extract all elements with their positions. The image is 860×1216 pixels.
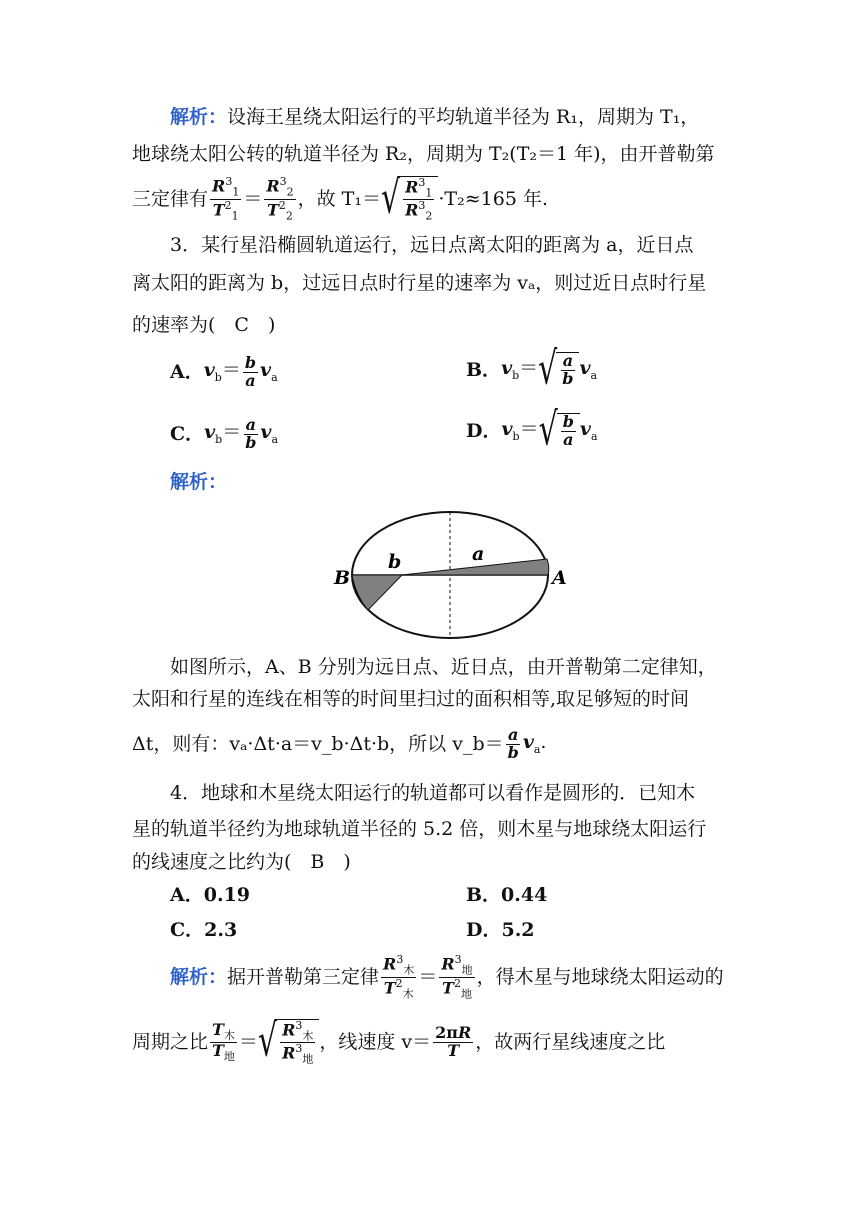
q3-line1: 3．某行星沿椭圆轨道运行，远日点离太阳的距离为 a，近日点 [170,234,694,256]
q4-option-c: C．2.3 [170,919,238,941]
kepler-ratio-right: $\frac{R^3_2}{T^2_2}$ [266,175,294,223]
q4-analysis-line1: 解析： 据开普勒第三定律 $\frac{R^3_木}{T^2_木}$ ＝ $\frac{R^3_地}{T^2_地}$ ，得木星与地球绕太阳运动的 [170,953,724,1001]
q4-line1: 4．地球和木星绕太阳运行的轨道都可以看作是圆形的．已知木 [170,782,696,804]
q3-analysis-line1: 如图所示，A、B 分别为远日点、近日点，由开普勒第二定律知， [170,656,717,678]
q4-analysis-line1-prefix: 据开普勒第三定律 [227,965,380,988]
p2-analysis-line1 [170,108,699,127]
q3-analysis-line2: 太阳和行星的连线在相等的时间里扫过的面积相等,取足够短的时间 [132,688,690,710]
option-b-label: B． [466,358,502,381]
q3-line2: 离太阳的距离为 b，过远日点时行星的速率为 vₐ，则过近日点时行星 [132,272,707,294]
q3-option-c: C． $v_b=$ $\frac{a}{b}$ $v_a$ [170,414,279,452]
p2-line3-suffix: ·T₂≈165 年. [438,187,548,210]
label-B: B [334,567,351,589]
q3-option-a: A． $v_b=$ $\frac{b}{a}$ $v_a$ [170,352,278,390]
p2-analysis-line2: 地球绕太阳公转的轨道半径为 R₂，周期为 T₂(T₂＝1 年)，由开普勒第 [132,143,715,165]
sqrt-expression: √ $\frac{R^3_1}{R^3_2}$ [381,176,438,222]
orbit-diagram [330,508,570,642]
q4-analysis-label: 解析： [170,965,228,988]
label-b: b [388,551,402,573]
q4-option-a: A．0.19 [170,884,251,906]
q3-analysis-label: 解析： [170,471,228,493]
q3-analysis-line3-text: Δt，则有：vₐ·Δt·a＝v_b·Δt·b，所以 v_b＝ [132,732,504,755]
q4-analysis-line2-prefix: 周期之比 [132,1030,209,1053]
q4-analysis-line2: 周期之比 $\frac{T_木}{T_地}$ ＝ √ $\frac{R^3_木}{R^3_地}$ ，线速度 v＝ $\frac{2\pi R}{T}$ ，故两行星线速度之比 [132,1015,666,1068]
option-d-label: D． [466,419,502,442]
q4-line2: 星的轨道半径约为地球轨道半径的 5.2 倍，则木星与地球绕太阳运行 [132,818,707,840]
q4-analysis-line1-suffix: ，得木星与地球绕太阳运动的 [476,965,724,988]
p2-line3-prefix: 三定律有 [132,187,209,210]
kepler-ratio-left: $\frac{R^3_1}{T^2_1}$ [212,175,240,223]
q3-option-d: D． $v_b=$ √ $\frac{b}{a}$ $v_a$ [466,404,598,457]
q3-analysis-line3: Δt，则有：vₐ·Δt·a＝v_b·Δt·b，所以 v_b＝ $\frac{a}{b}$ $v_a$. [132,724,547,762]
q4-line3: 的线速度之比约为( B ) [132,851,351,873]
q4-analysis-line2-mid: ，线速度 v＝ [319,1030,432,1053]
analysis-label: 解析： [170,106,228,128]
p2-line3-mid: ，故 T₁＝ [297,187,381,210]
p2-analysis-line3: 三定律有 $\frac{R^3_1}{T^2_1}$ ＝ $\frac{R^3_2}{T^2_2}$ ，故 T₁＝ √ $\frac{R^3_1}{R^3_2}$ ·T₂≈165 年. [132,172,548,225]
p2-line1-text: 设海王星绕太阳运行的平均轨道半径为 R₁，周期为 T₁， [227,106,700,128]
q4-analysis-line2-suffix: ，故两行星线速度之比 [475,1030,666,1053]
option-c-label: C． [170,422,205,445]
q3-line3: 的速率为( C ) [132,314,276,336]
q4-option-d: D．5.2 [466,919,535,941]
q4-option-b: B．0.44 [466,884,548,906]
label-A: A [552,567,567,589]
q3-option-b: B． $v_b=$ √ $\frac{a}{b}$ $v_a$ [466,343,598,396]
label-a: a [472,543,485,565]
option-a-label: A． [170,360,204,383]
perihelion-swept-area [352,575,402,610]
